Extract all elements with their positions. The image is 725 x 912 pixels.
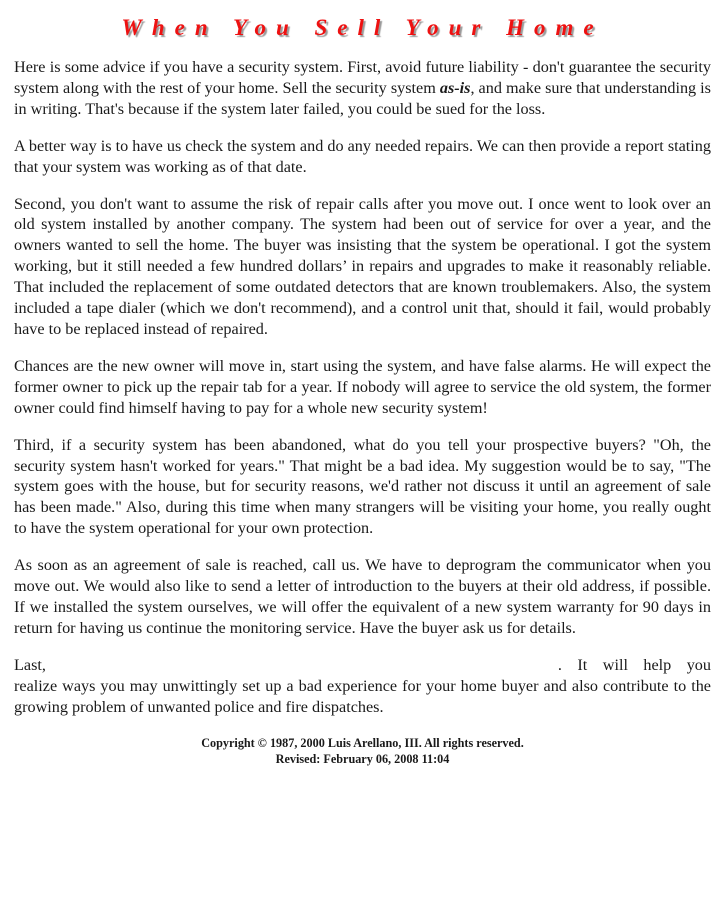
footer [14,736,711,767]
emphasis-as-is: as-is [439,78,471,97]
page [0,12,725,912]
paragraph-agreement-of-sale: As soon as an agreement of sale is reached, call us. We have to deprogram the communicator when you move out. We would also like to send a letter of introduction to the buyers at their old address, if possible. If we installed the system ourselves, we will offer the equivalent of a new system warranty for 90 days in return for having us continue the monitoring service. Have the buyer ask us for details. [14,556,711,637]
paragraph-text: . It will help you realize ways you may unwittingly set up a bad experience for your home buyer and also contribute to the growing problem of unwanted police and fire dispatches. [14,655,711,716]
paragraph-liability [14,57,711,120]
paragraph-text: Here is some advice if you have a security system. First, avoid future liability - don't guarantee the security system along with the rest of your home. Sell the security system [14,58,711,97]
copyright-notice: Copyright © 1987, 2000 Luis Arellano, III. All rights reserved. [201,736,524,751]
paragraph-check-system: A better way is to have us check the system and do any needed repairs. We can then provide a report stating that your system was working as of that date. [14,136,711,176]
paragraph-abandoned-system: Third, if a security system has been abandoned, what do you tell your prospective buyers? "Oh, the security system hasn't worked for years." That might be a bad idea. My suggestion would be to say, "The system goes with the house, but for security reasons, we'd rather not discuss it until an agreement of sale has been made." Also, during this time when many strangers will be visiting your home, you really ought to have the system operational for your own protection. [14,435,711,538]
page-title: When You Sell Your Home [121,15,604,40]
paragraph-new-owner: Chances are the new owner will move in, start using the system, and have false alarms. He will expect the former owner to pick up the repair tab for a year. If nobody will agree to service the old system, the former owner could find himself having to pay for a whole new security system! [14,356,711,417]
paragraph-last [14,655,711,718]
revised-date: Revised: February 06, 2008 11:04 [275,751,450,766]
paragraph-text: , and make sure that understanding is in writing. That's because if the system later failed, you could be sued for the loss. [14,78,711,118]
paragraph-repair-risk: Second, you don't want to assume the risk of repair calls after you move out. I once went to look over an old system installed by another company. The system had been out of service for over a year, and the owners wanted to sell the home. The buyer was insisting that the system be operational. I got the system working, but it still needed a few hundred dollars’ in repairs and upgrades to make it reasonably reliable. That included the replacement of some outdated detectors that are known troublemakers. Also, the system included a tape dialer (which we don't recommend), and a control unit that, should it fail, would probably have to be replaced instead of repaired. [14,194,711,338]
paragraph-text: Last, [14,655,46,674]
